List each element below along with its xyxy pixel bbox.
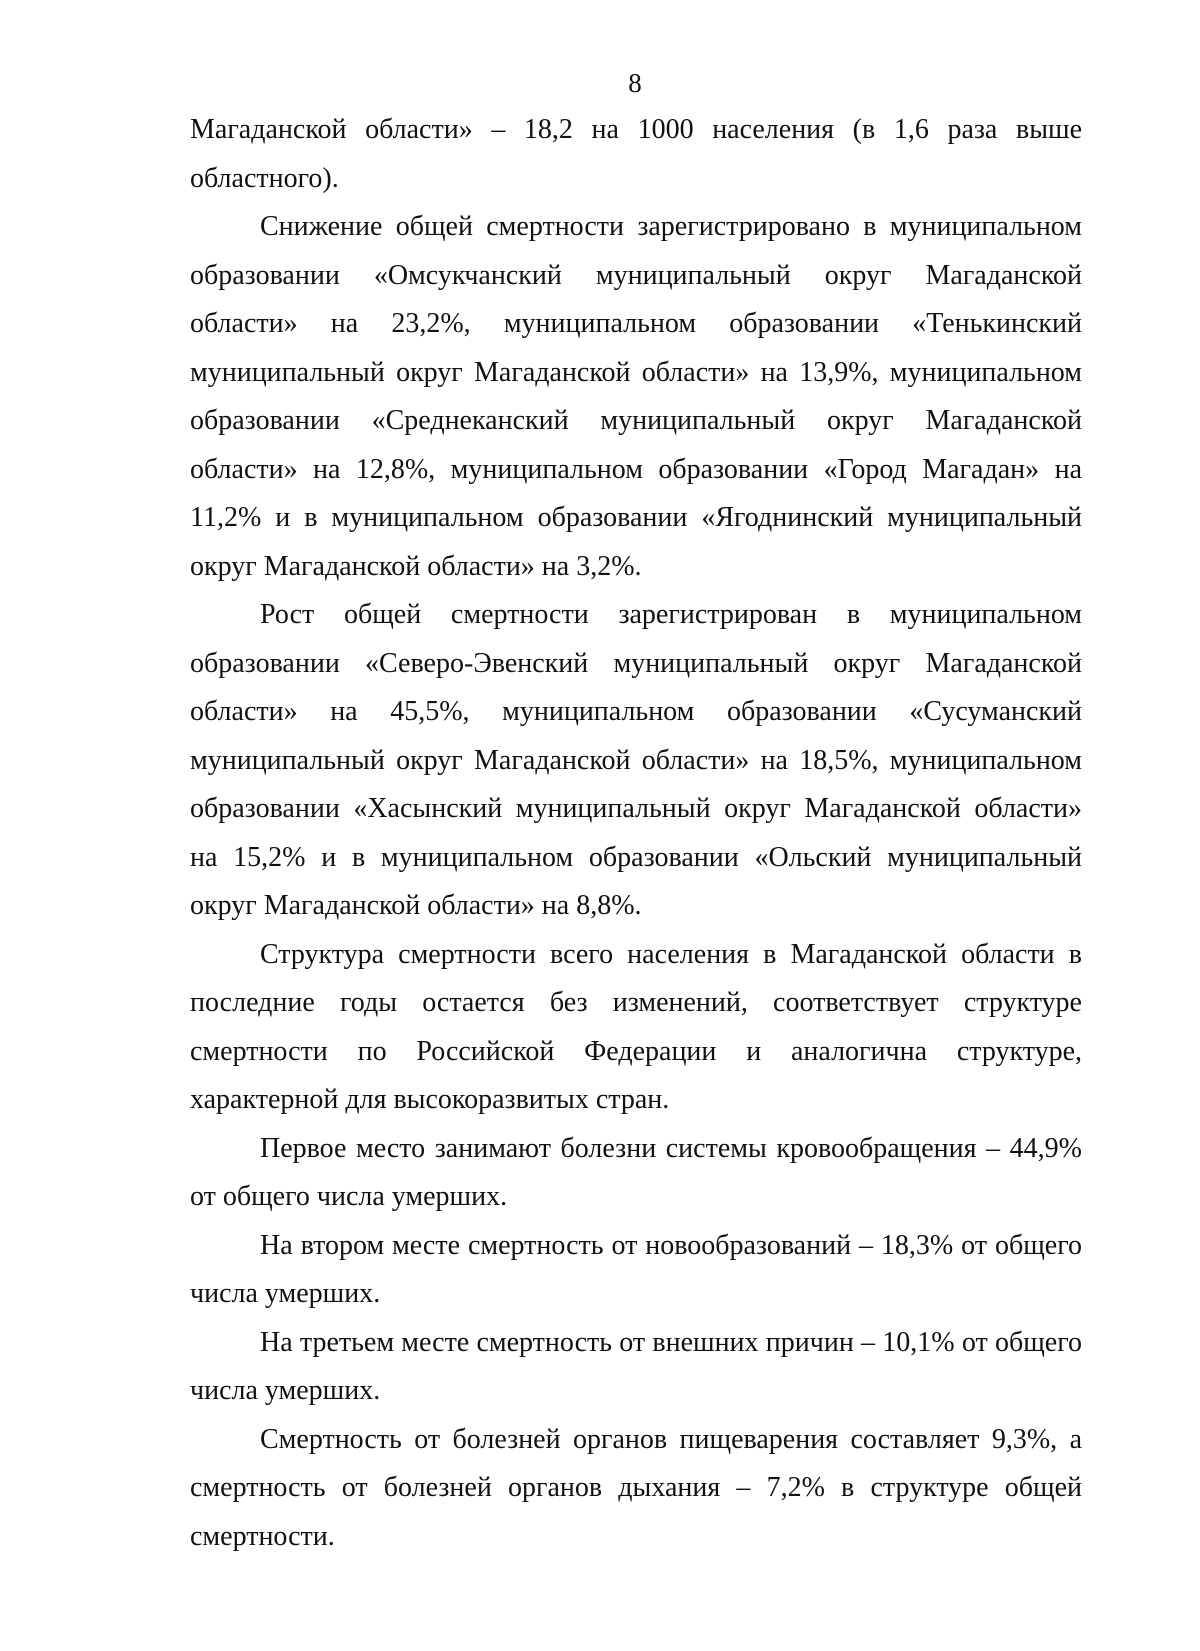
paragraph-8: Смертность от болезней органов пищеварения составляет 9,3%, а смертность от болезней органов дыхания – 7,2% в структуре общей смертности. [190, 1423, 1082, 1552]
paragraph-4: Структура смертности всего населения в Магаданской области в последние годы остается без изменений, соответствует структуре смертности по Российской Федерации и аналогична структуре, характерной для высокоразвитых стран. [190, 938, 1082, 1115]
paragraph-3: Рост общей смертности зарегистрирован в муниципальном образовании «Северо-Эвенский муниципальный округ Магаданской области» на 45,5%, муниципальном образовании «Сусуманский муниципальный округ Магаданской области» на 18,5%, муниципальном образовании «Хасынский муниципальный округ Магаданской области» на 15,2% и в муниципальном образовании «Ольский муниципальный округ Магаданской области» на 8,8%. [190, 599, 1082, 921]
paragraph-2: Снижение общей смертности зарегистрировано в муниципальном образовании «Омсукчанский муниципальный округ Магаданской области» на 23,2%, муниципальном образовании «Тенькинский муниципальный округ Магаданской области» на 13,9%, муниципальном образовании «Среднеканский муниципальный округ Магаданской области» на 12,8%, муниципальном образовании «Город Магадан» на 11,2% и в муниципальном образовании «Ягоднинский муниципальный округ Магаданской области» на 3,2%. [190, 211, 1082, 582]
document-body [190, 106, 1082, 1561]
paragraph-5: Первое место занимают болезни системы кровообращения – 44,9% от общего числа умерших. [190, 1132, 1082, 1212]
paragraph-1: Магаданской области» – 18,2 на 1000 населения (в 1,6 раза выше областного). [190, 114, 1082, 194]
page-number: 8 [628, 68, 642, 98]
paragraph-7: На третьем месте смертность от внешних причин – 10,1% от общего числа умерших. [190, 1326, 1082, 1406]
paragraph-6: На втором месте смертность от новообразований – 18,3% от общего числа умерших. [190, 1229, 1082, 1309]
